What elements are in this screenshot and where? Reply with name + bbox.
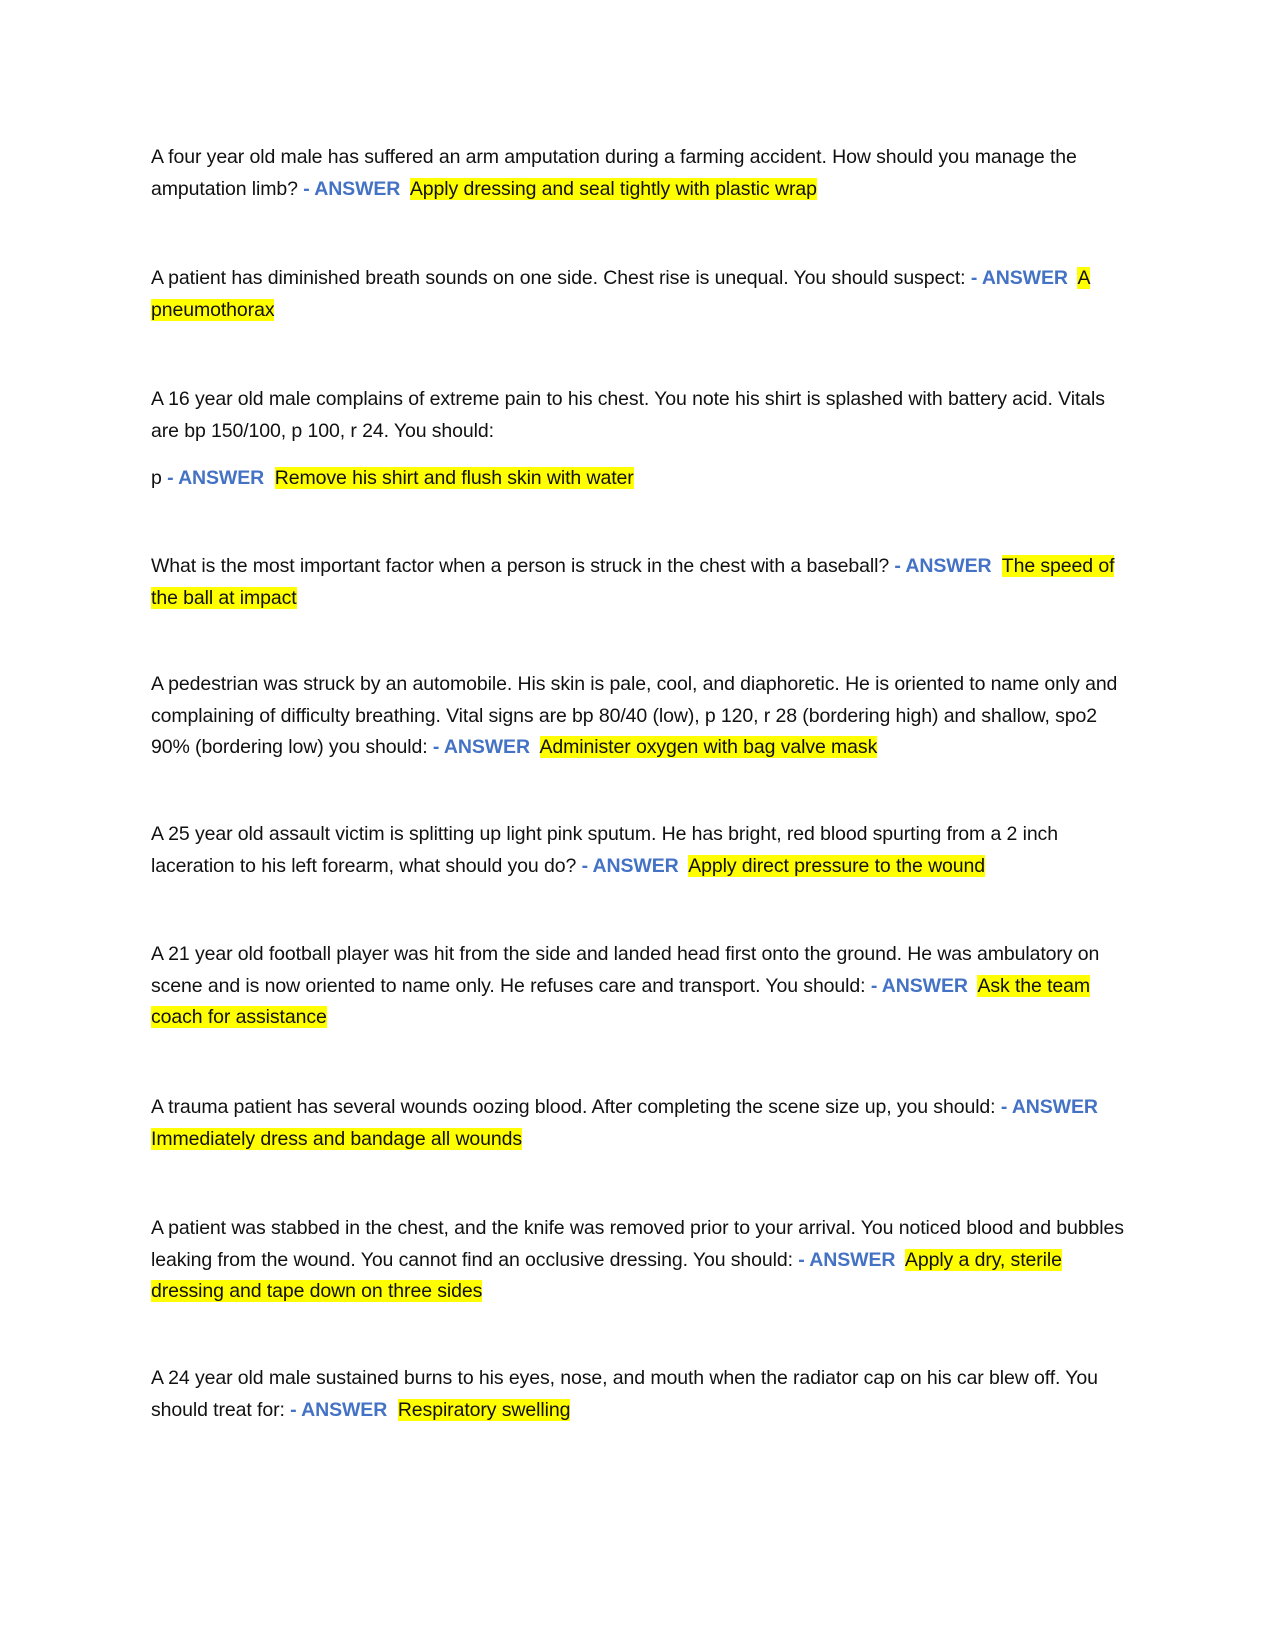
qa-item-3 <box>151 384 1126 495</box>
answer-label: - ANSWER <box>432 736 530 758</box>
answer-text: Administer oxygen with bag valve mask <box>539 736 878 758</box>
answer-label: - ANSWER <box>798 1248 896 1271</box>
answer-text: Ask the team coach for assistance <box>151 974 1091 1028</box>
answer-text: Apply a dry, sterile dressing and tape down on three sides <box>151 1248 1062 1302</box>
question-text: A four year old male has suffered an arm amputation during a farming accident. How should you manage the amputation limb? <box>151 146 1077 200</box>
qa-item-8 <box>151 1092 1126 1155</box>
answer-label: - ANSWER <box>870 974 968 997</box>
answer-text: Immediately dress and bandage all wounds <box>151 1127 523 1150</box>
answer-text: Remove his shirt and flush skin with water <box>274 467 634 489</box>
qa-item-1 <box>151 142 1126 205</box>
question-text: A 25 year old assault victim is splitting up light pink sputum. He has bright, red blood spurting from a 2 inch laceration to his left forearm, what should you do? <box>151 823 1058 877</box>
question-text: A 21 year old football player was hit from the side and landed head first onto the ground. He was ambulatory on scene and is now oriented to name only. He refuses care and transport. You should: <box>151 943 1100 997</box>
qa-item-7 <box>151 939 1126 1034</box>
answer-text: Apply direct pressure to the wound <box>688 854 986 877</box>
qa-item-2 <box>151 263 1126 326</box>
answer-label: - ANSWER <box>303 177 401 200</box>
answer-label: - ANSWER <box>581 854 679 877</box>
answer-label: - ANSWER <box>1000 1096 1098 1118</box>
qa-item-6 <box>151 819 1126 882</box>
qa-item-4 <box>151 551 1126 614</box>
question-text: A patient was stabbed in the chest, and the knife was removed prior to your arrival. You noticed blood and bubbles leaking from the wound. You cannot find an occlusive dressing. You should: <box>151 1217 1124 1271</box>
answer-text: Apply dressing and seal tightly with plastic wrap <box>409 177 817 200</box>
qa-item-10 <box>151 1363 1126 1426</box>
answer-line <box>151 463 1126 495</box>
answer-label: - ANSWER <box>894 555 992 577</box>
qa-item-9 <box>151 1213 1126 1308</box>
answer-label: - ANSWER <box>167 467 265 489</box>
answer-text: A pneumothorax <box>151 267 1091 321</box>
question-text: A 16 year old male complains of extreme pain to his chest. You note his shirt is splashed with battery acid. Vitals are bp 150/100, p 100, r 24. You should: <box>151 388 1105 442</box>
question-text: A pedestrian was struck by an automobile. His skin is pale, cool, and diaphoretic. He is oriented to name only and complaining of difficulty breathing. Vital signs are bp 80/40 (low), p 120, r 28 (bordering high) and shallow, spo2 90% (bordering low) you should: <box>151 673 1118 758</box>
answer-text: The speed of the ball at impact <box>151 555 1115 609</box>
answer-label: - ANSWER <box>290 1398 388 1421</box>
qa-item-5 <box>151 669 1126 764</box>
question-text: A 24 year old male sustained burns to his eyes, nose, and mouth when the radiator cap on his car blew off. You should treat for: <box>151 1367 1098 1421</box>
question-text: What is the most important factor when a person is struck in the chest with a baseball? <box>151 555 890 577</box>
answer-label: - ANSWER <box>970 267 1068 289</box>
answer-prefix: p <box>151 467 162 489</box>
question-text: A patient has diminished breath sounds on one side. Chest rise is unequal. You should suspect: <box>151 267 966 289</box>
answer-text: Respiratory swelling <box>397 1398 571 1421</box>
question-text: A trauma patient has several wounds oozing blood. After completing the scene size up, you should: <box>151 1096 996 1118</box>
